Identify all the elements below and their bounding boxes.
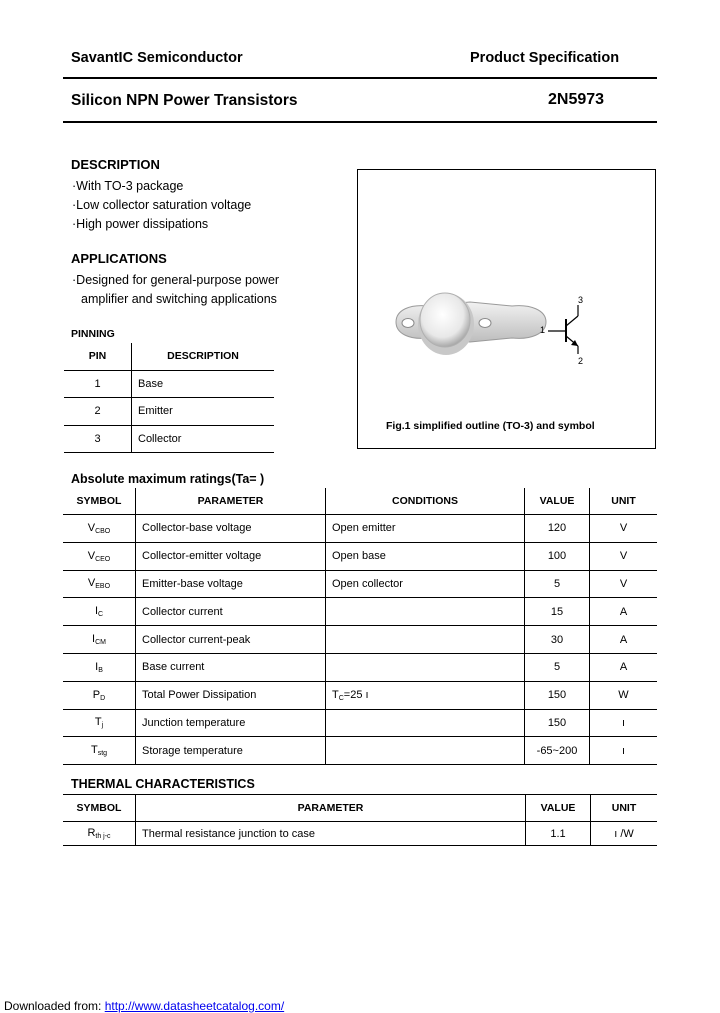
pin-header: PIN: [64, 343, 132, 370]
description-item: ·High power dissipations: [72, 217, 209, 231]
table-row: [64, 425, 274, 453]
pinning-table: [64, 343, 274, 453]
description-list: [72, 177, 251, 234]
value-cell: 120: [525, 515, 590, 543]
symbol-pin-3-label: 3: [578, 295, 584, 305]
symbol-pin-2-label: 2: [578, 356, 584, 366]
to3-package-drawing: [358, 170, 655, 448]
parameter-cell: Storage temperature: [136, 737, 326, 765]
description-item: ·Low collector saturation voltage: [72, 198, 252, 212]
value-cell: 5: [525, 653, 590, 681]
table-row: [63, 737, 657, 765]
value-cell: -65~200: [525, 737, 590, 765]
symbol-cell: $R_{th j-c}$: [63, 822, 136, 846]
unit-cell: ı: [621, 716, 626, 729]
conditions-cell: Open emitter: [326, 515, 525, 543]
table-row: [63, 822, 657, 846]
value-cell: 15: [525, 598, 590, 626]
pin-number: 1: [64, 370, 132, 398]
ratings-header-row: [63, 488, 657, 515]
footer: [4, 999, 284, 1013]
footer-label: Downloaded from:: [4, 999, 105, 1013]
parameter-cell: Thermal resistance junction to case: [136, 822, 526, 846]
parameter-cell: Collector-emitter voltage: [136, 542, 326, 570]
symbol-pin-1-label: 1: [540, 325, 546, 335]
parameter-cell: Collector current-peak: [136, 626, 326, 654]
table-row: [63, 570, 657, 598]
product-line: Silicon NPN Power Transistors: [71, 92, 298, 109]
thermal-header-row: [63, 795, 657, 822]
conditions-cell: Open collector: [326, 570, 525, 598]
thermal-title: THERMAL CHARACTERISTICS: [71, 777, 255, 791]
symbol-cell: $V_{EBO}$: [63, 570, 136, 598]
parameter-cell: Junction temperature: [136, 709, 326, 737]
unit-cell: V: [619, 550, 628, 563]
symbol-cell: $I_B$: [63, 653, 136, 681]
symbol-cell: $T_j$: [63, 709, 136, 737]
table-row: [63, 626, 657, 654]
applications-line-1: ·Designed for general-purpose power: [72, 273, 280, 287]
symbol-cell: $I_{CM}$: [63, 626, 136, 654]
table-row: [63, 681, 657, 709]
symbol-header: SYMBOL: [63, 795, 136, 822]
conditions-cell: [326, 709, 525, 737]
symbol-cell: $V_{CEO}$: [63, 542, 136, 570]
pin-description: Emitter: [138, 405, 173, 418]
parameter-cell: Collector current: [136, 598, 326, 626]
header-rule-top: [63, 77, 657, 79]
parameter-cell: Collector-base voltage: [136, 515, 326, 543]
symbol-cell: $V_{CBO}$: [63, 515, 136, 543]
symbol-cell: $I_C$: [63, 598, 136, 626]
pin-number: 2: [64, 398, 132, 426]
unit-header: UNIT: [611, 495, 636, 507]
parameter-header: PARAMETER: [136, 488, 326, 515]
unit-cell: ı: [621, 744, 626, 757]
value-header: VALUE: [525, 488, 590, 515]
value-cell: 150: [525, 681, 590, 709]
unit-cell: ı /W: [614, 827, 634, 840]
table-row: [64, 370, 274, 398]
parameter-header: PARAMETER: [136, 795, 526, 822]
unit-cell: V: [619, 522, 628, 535]
value-cell: 150: [525, 709, 590, 737]
value-header: VALUE: [526, 795, 591, 822]
symbol-header: SYMBOL: [63, 488, 136, 515]
document-type: Product Specification: [470, 50, 620, 66]
parameter-cell: Total Power Dissipation: [136, 681, 326, 709]
part-number: 2N5973: [548, 91, 605, 108]
value-cell: 5: [525, 570, 590, 598]
pin-description-header: DESCRIPTION: [132, 343, 275, 370]
table-row: [63, 653, 657, 681]
conditions-header: CONDITIONS: [326, 488, 525, 515]
pinning-header-row: [64, 343, 274, 370]
symbol-cell: $T_{stg}$: [63, 737, 136, 765]
table-row: [64, 398, 274, 426]
pinning-title: PINNING: [71, 328, 115, 340]
table-row: [63, 515, 657, 543]
conditions-cell: [326, 653, 525, 681]
applications-title: APPLICATIONS: [71, 251, 167, 266]
applications-text: [72, 271, 279, 309]
conditions-cell: [326, 737, 525, 765]
conditions-cell: [326, 626, 525, 654]
header-rule-bottom: [63, 121, 657, 123]
table-row: [63, 709, 657, 737]
conditions-cell: $T_C=25$ ı: [326, 681, 525, 709]
value-cell: 100: [525, 542, 590, 570]
description-item: ·With TO-3 package: [72, 179, 184, 193]
conditions-cell: Open base: [326, 542, 525, 570]
pin-number: 3: [64, 425, 132, 453]
unit-header: UNIT: [611, 802, 637, 814]
parameter-cell: Base current: [136, 653, 326, 681]
unit-cell: A: [619, 661, 628, 674]
pin-description: Collector: [138, 432, 182, 445]
table-row: [63, 542, 657, 570]
value-cell: 30: [525, 626, 590, 654]
description-title: DESCRIPTION: [71, 157, 160, 172]
ratings-title: Absolute maximum ratings(Ta= ): [71, 472, 265, 486]
symbol-cell: $P_D$: [63, 681, 136, 709]
npn-symbol: [548, 305, 578, 354]
thermal-table: [63, 794, 657, 846]
company-name: SavantIC Semiconductor: [71, 50, 243, 66]
conditions-cell: [326, 598, 525, 626]
value-cell: 1.1: [526, 822, 591, 846]
parameter-cell: Emitter-base voltage: [136, 570, 326, 598]
unit-cell: A: [619, 605, 628, 618]
ratings-table: [63, 488, 657, 765]
pin-description: Base: [138, 377, 164, 390]
figure-caption: Fig.1 simplified outline (TO-3) and symbol: [386, 420, 595, 432]
unit-cell: A: [619, 633, 628, 646]
unit-cell: W: [618, 689, 629, 702]
table-row: [63, 598, 657, 626]
unit-cell: V: [619, 577, 628, 590]
footer-link[interactable]: http://www.datasheetcatalog.com/: [104, 999, 285, 1013]
package-figure: [357, 169, 656, 449]
applications-line-2: amplifier and switching applications: [81, 292, 277, 306]
